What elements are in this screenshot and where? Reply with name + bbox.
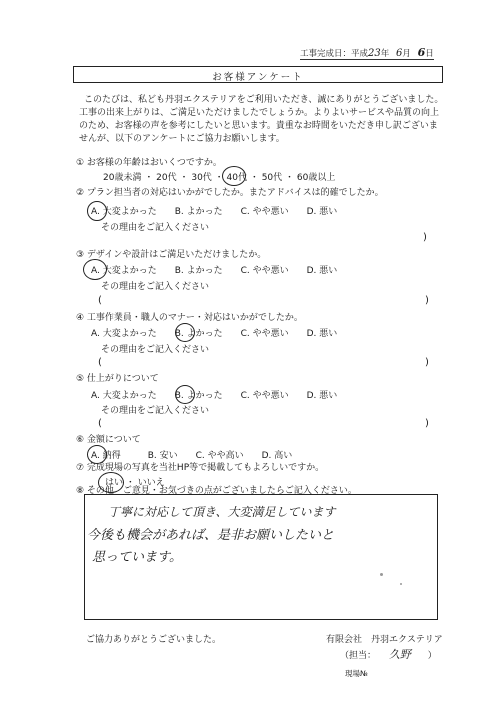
site-number-label: 現場№ [345,669,368,678]
thanks-text: ご協力ありがとうございました。 [86,635,222,645]
q4-reason-label: その理由をご記入ください [101,345,210,355]
q1-options: 20歳未満 ・ 20代 ・ 30代 ・ 40代 ・ 50代 ・ 60歳以上 [103,173,336,183]
q3-reason-close-paren: ) [425,295,429,306]
month-unit: 月 [402,49,411,59]
q4-answer-circle [175,323,195,342]
q4-options: A. 大変よかった B. よかった C. やや悪い D. 悪い [91,329,338,339]
comment-line-1: 丁寧に対応して頂き、大変満足しています [108,505,336,519]
completion-month: 6 [395,48,403,59]
company-name: 有限会社 丹羽エクステリア [326,635,443,645]
q7-question: ⑦ 完成現場の写真を当社HP等で掲載してもよろしいですか。 [76,463,325,473]
day-unit: 日 [425,49,434,59]
q5-question: ⑤ 仕上がりについて [76,374,159,384]
intro-line-3: のため、お客様の声を参考にしたいと思います。貴重なお時間をいただき申し訳ございま [79,121,438,131]
q2-question: ② プラン担当者の対応はいかがでしたか。またアドバイスは的確でしたか。 [76,188,384,198]
q2-reason-label: その理由をご記入ください [101,223,210,233]
comment-line-3: 思っています。 [92,550,182,565]
q7-options: はい ・ いいえ [105,478,165,488]
q3-question: ③ デザインや設計はご満足いただけましたか。 [76,250,267,260]
q3-reason-label: その理由をご記入ください [101,282,210,292]
year-unit: 年 [380,49,390,59]
q5-reason-close-paren: ) [425,418,429,429]
q5-options: A. 大変よかった B. よかった C. やや悪い D. 悪い [91,391,338,401]
q3-options: A. 大変よかった B. よかった C. やや悪い D. 悪い [91,266,338,276]
date-underline [300,59,434,60]
q4-reason-open-paren: ( [98,357,102,368]
staff-label: （担当： [340,651,377,661]
scan-speck [400,583,402,585]
q6-question: ⑥ 金額について [76,435,141,445]
comment-line-2: 今後も機会があれば、是非お願いしたいと [87,528,335,543]
page-title: お客様アンケート [212,72,304,83]
q4-question: ④ 工事作業員・職人のマナー・対応はいかがでしたか。 [76,313,303,323]
scan-speck [380,573,383,576]
completion-day: 6 [417,46,426,59]
intro-line-2: 工事の出来上がりは、ご満足いただけましたでしょうか。よりよいサービスや品質の向上 [79,108,440,118]
staff-name: 久野 [388,648,411,661]
q4-reason-close-paren: ) [425,357,429,368]
completion-label: 工事完成日：平成 [300,49,369,59]
completion-year: 23 [368,48,381,59]
q2-answer-circle [87,201,107,221]
q1-answer-circle [222,166,246,186]
q2-options: A. 大変よかった B. よかった C. やや悪い D. 悪い [91,207,338,217]
q5-reason-label: その理由をご記入ください [101,406,210,416]
q8-question: ⑧ その他 ご意見・お気づきの点がございましたらご記入ください。 [76,486,357,496]
intro-line-1: このたびは、私ども丹羽エクステリアをご利用いただき、誠にありがとうございました。 [84,95,444,105]
q5-answer-circle [175,385,195,404]
staff-line [340,649,437,662]
q1-question: ① お客様の年齢はおいくつですか。 [76,158,222,168]
q6-options: A. 納得 B. 安い C. やや高い D. 高い [91,451,293,461]
staff-close: ） [427,651,437,661]
q3-answer-circle [83,259,107,280]
title-box [73,66,443,83]
q2-reason-close-paren: ) [423,232,427,243]
q3-reason-open-paren: ( [98,295,102,306]
intro-line-4: せんが、以下のアンケートにご協力お願いします。 [79,134,285,144]
q5-reason-open-paren: ( [98,418,102,429]
